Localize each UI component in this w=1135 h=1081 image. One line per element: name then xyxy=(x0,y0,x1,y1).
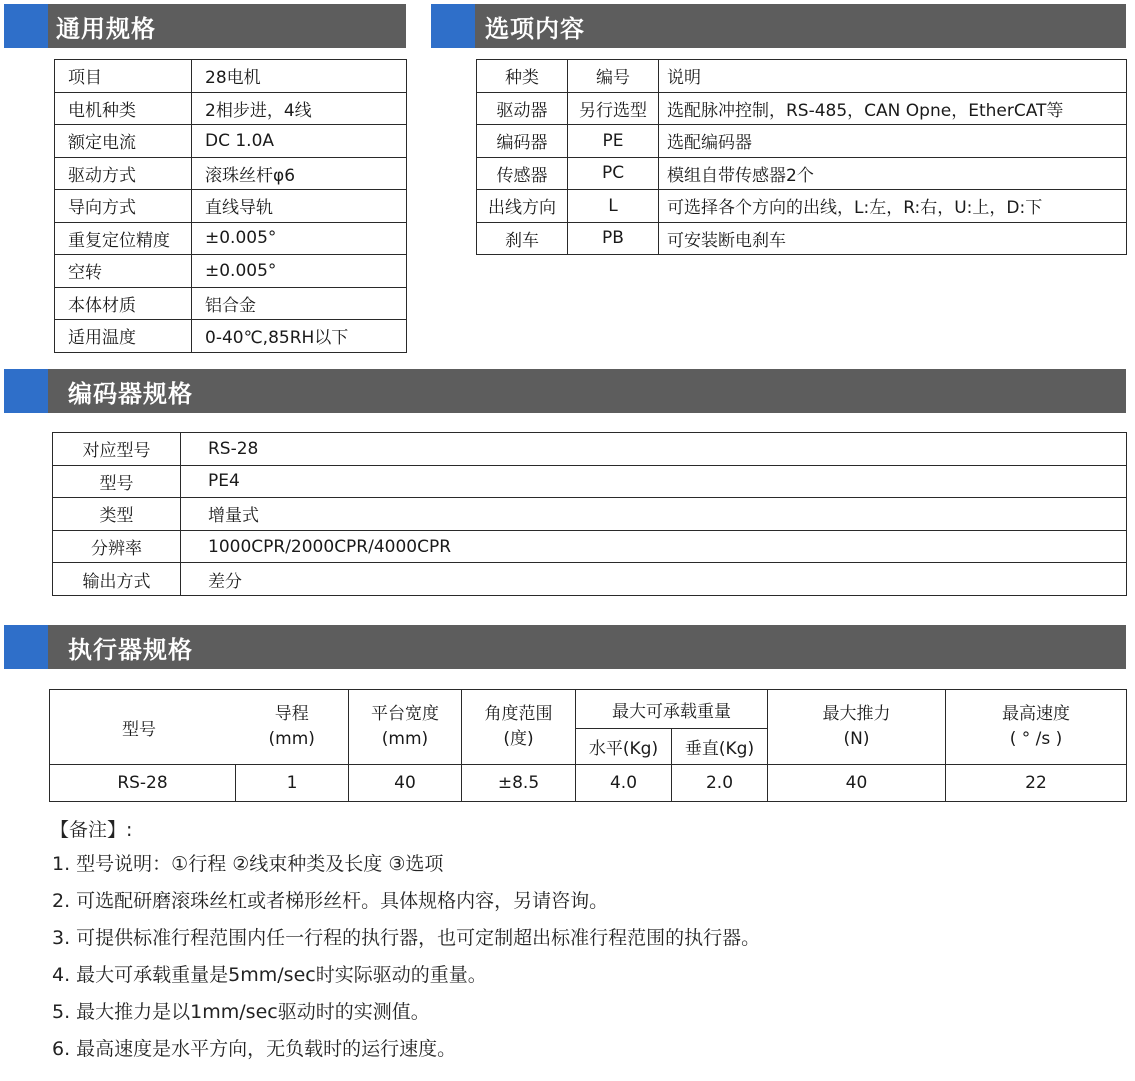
spec-value: 增量式 xyxy=(181,498,1127,531)
section-title: 执行器规格 xyxy=(68,635,193,664)
column-header-load-vertical: 垂直(Kg) xyxy=(672,729,768,765)
thrust-label: 最大推力 xyxy=(822,704,891,725)
spec-label: 重复定位精度 xyxy=(55,222,192,255)
section-header-encoder xyxy=(4,369,1126,413)
cell-load-horizontal: 4.0 xyxy=(576,765,672,802)
spec-label: 空转 xyxy=(55,255,192,288)
section-accent xyxy=(431,4,475,48)
option-desc: 选配编码器 xyxy=(659,125,1127,158)
lead-label: 导程 xyxy=(274,704,309,725)
note-item: 6. 最高速度是水平方向，无负载时的运行速度。 xyxy=(52,1038,457,1060)
option-desc: 模组自带传感器2个 xyxy=(659,157,1127,190)
table-row xyxy=(477,190,1127,223)
option-type: 出线方向 xyxy=(477,190,568,223)
spec-value: 28电机 xyxy=(192,60,407,93)
spec-label: 型号 xyxy=(53,465,181,498)
section-title: 选项内容 xyxy=(485,14,585,43)
spec-value: 直线导轨 xyxy=(192,190,407,223)
options-table xyxy=(476,59,1127,255)
section-header-actuator xyxy=(4,625,1126,669)
spec-value: DC 1.0A xyxy=(192,125,407,158)
width-label: 平台宽度 xyxy=(371,704,439,725)
section-accent xyxy=(4,369,48,413)
spec-label: 本体材质 xyxy=(55,287,192,320)
encoder-specs-table xyxy=(52,432,1127,596)
width-unit: (mm) xyxy=(381,729,429,749)
spec-value: ±0.005° xyxy=(192,255,407,288)
spec-label: 对应型号 xyxy=(53,433,181,466)
column-header-load: 最大可承载重量 xyxy=(576,690,768,729)
cell-angle: ±8.5 xyxy=(462,765,576,802)
column-header-model: 型号 xyxy=(50,690,236,765)
table-row xyxy=(55,190,407,223)
cell-speed: 22 xyxy=(946,765,1127,802)
section-title: 通用规格 xyxy=(56,14,156,43)
table-row xyxy=(55,60,407,93)
spec-label: 适用温度 xyxy=(55,320,192,353)
cell-thrust: 40 xyxy=(768,765,946,802)
thrust-unit: (N) xyxy=(843,729,870,749)
table-row xyxy=(477,125,1127,158)
spec-value: ±0.005° xyxy=(192,222,407,255)
column-header: 编号 xyxy=(568,60,659,93)
column-header-speed xyxy=(946,690,1127,765)
option-code: 另行选型 xyxy=(568,92,659,125)
spec-value: 差分 xyxy=(181,563,1127,596)
lead-unit: (mm) xyxy=(268,729,315,749)
table-row xyxy=(53,530,1127,563)
spec-value: 滚珠丝杆φ6 xyxy=(192,157,407,190)
column-header-thrust xyxy=(768,690,946,765)
option-type: 编码器 xyxy=(477,125,568,158)
section-title: 编码器规格 xyxy=(68,379,193,408)
option-code: PE xyxy=(568,125,659,158)
spec-label: 电机种类 xyxy=(55,92,192,125)
note-item: 2. 可选配研磨滚珠丝杠或者梯形丝杆。具体规格内容，另请咨询。 xyxy=(52,890,609,912)
column-header-width xyxy=(349,690,462,765)
table-row xyxy=(477,222,1127,255)
section-accent xyxy=(4,625,48,669)
table-row xyxy=(477,92,1127,125)
spec-label: 驱动方式 xyxy=(55,157,192,190)
section-header-options xyxy=(431,4,1126,48)
table-row xyxy=(55,255,407,288)
column-header: 说明 xyxy=(659,60,1127,93)
cell-load-vertical: 2.0 xyxy=(672,765,768,802)
table-row xyxy=(477,157,1127,190)
spec-value: PE4 xyxy=(181,465,1127,498)
section-accent xyxy=(4,4,48,48)
cell-model: RS-28 xyxy=(50,765,236,802)
table-row xyxy=(55,320,407,353)
option-type: 刹车 xyxy=(477,222,568,255)
speed-unit: ( ° /s ) xyxy=(1009,729,1063,749)
spec-label: 输出方式 xyxy=(53,563,181,596)
table-header-row xyxy=(50,690,1127,729)
option-code: PC xyxy=(568,157,659,190)
angle-unit: (度) xyxy=(503,729,534,749)
option-desc: 可安装断电刹车 xyxy=(659,222,1127,255)
spec-label: 分辨率 xyxy=(53,530,181,563)
column-header: 种类 xyxy=(477,60,568,93)
option-type: 驱动器 xyxy=(477,92,568,125)
table-row xyxy=(53,465,1127,498)
spec-value: 2相步进，4线 xyxy=(192,92,407,125)
table-row xyxy=(55,157,407,190)
table-row xyxy=(53,433,1127,466)
angle-label: 角度范围 xyxy=(484,704,553,725)
spec-value: 0-40℃,85RH以下 xyxy=(192,320,407,353)
column-header-lead xyxy=(236,690,349,765)
column-header-angle xyxy=(462,690,576,765)
notes-section xyxy=(50,814,760,1068)
cell-lead: 1 xyxy=(236,765,349,802)
note-item: 5. 最大推力是以1mm/sec驱动时的实测值。 xyxy=(52,1001,430,1023)
speed-label: 最高速度 xyxy=(1002,704,1070,725)
spec-value: 1000CPR/2000CPR/4000CPR xyxy=(181,530,1127,563)
table-row xyxy=(55,125,407,158)
spec-value: RS-28 xyxy=(181,433,1127,466)
actuator-specs-table xyxy=(49,689,1127,802)
table-row xyxy=(53,498,1127,531)
notes-title: 【备注】: xyxy=(50,819,133,841)
option-type: 传感器 xyxy=(477,157,568,190)
spec-label: 导向方式 xyxy=(55,190,192,223)
column-header-load-horizontal: 水平(Kg) xyxy=(576,729,672,765)
spec-value: 铝合金 xyxy=(192,287,407,320)
table-row xyxy=(50,765,1127,802)
option-code: L xyxy=(568,190,659,223)
note-item: 3. 可提供标准行程范围内任一行程的执行器，也可定制超出标准行程范围的执行器。 xyxy=(52,927,761,949)
table-row xyxy=(55,287,407,320)
option-desc: 可选择各个方向的出线，L:左，R:右，U:上，D:下 xyxy=(659,190,1127,223)
table-row xyxy=(55,222,407,255)
table-header-row xyxy=(477,60,1127,93)
note-item: 4. 最大可承载重量是5mm/sec时实际驱动的重量。 xyxy=(52,964,487,986)
table-row xyxy=(55,92,407,125)
general-specs-table xyxy=(54,59,407,353)
option-code: PB xyxy=(568,222,659,255)
spec-label: 额定电流 xyxy=(55,125,192,158)
option-desc: 选配脉冲控制，RS-485，CAN Opne，EtherCAT等 xyxy=(659,92,1127,125)
spec-label: 类型 xyxy=(53,498,181,531)
cell-width: 40 xyxy=(349,765,462,802)
table-row xyxy=(53,563,1127,596)
spec-label: 项目 xyxy=(55,60,192,93)
section-header-general xyxy=(4,4,406,48)
note-item: 1. 型号说明：①行程 ②线束种类及长度 ③选项 xyxy=(52,853,444,875)
